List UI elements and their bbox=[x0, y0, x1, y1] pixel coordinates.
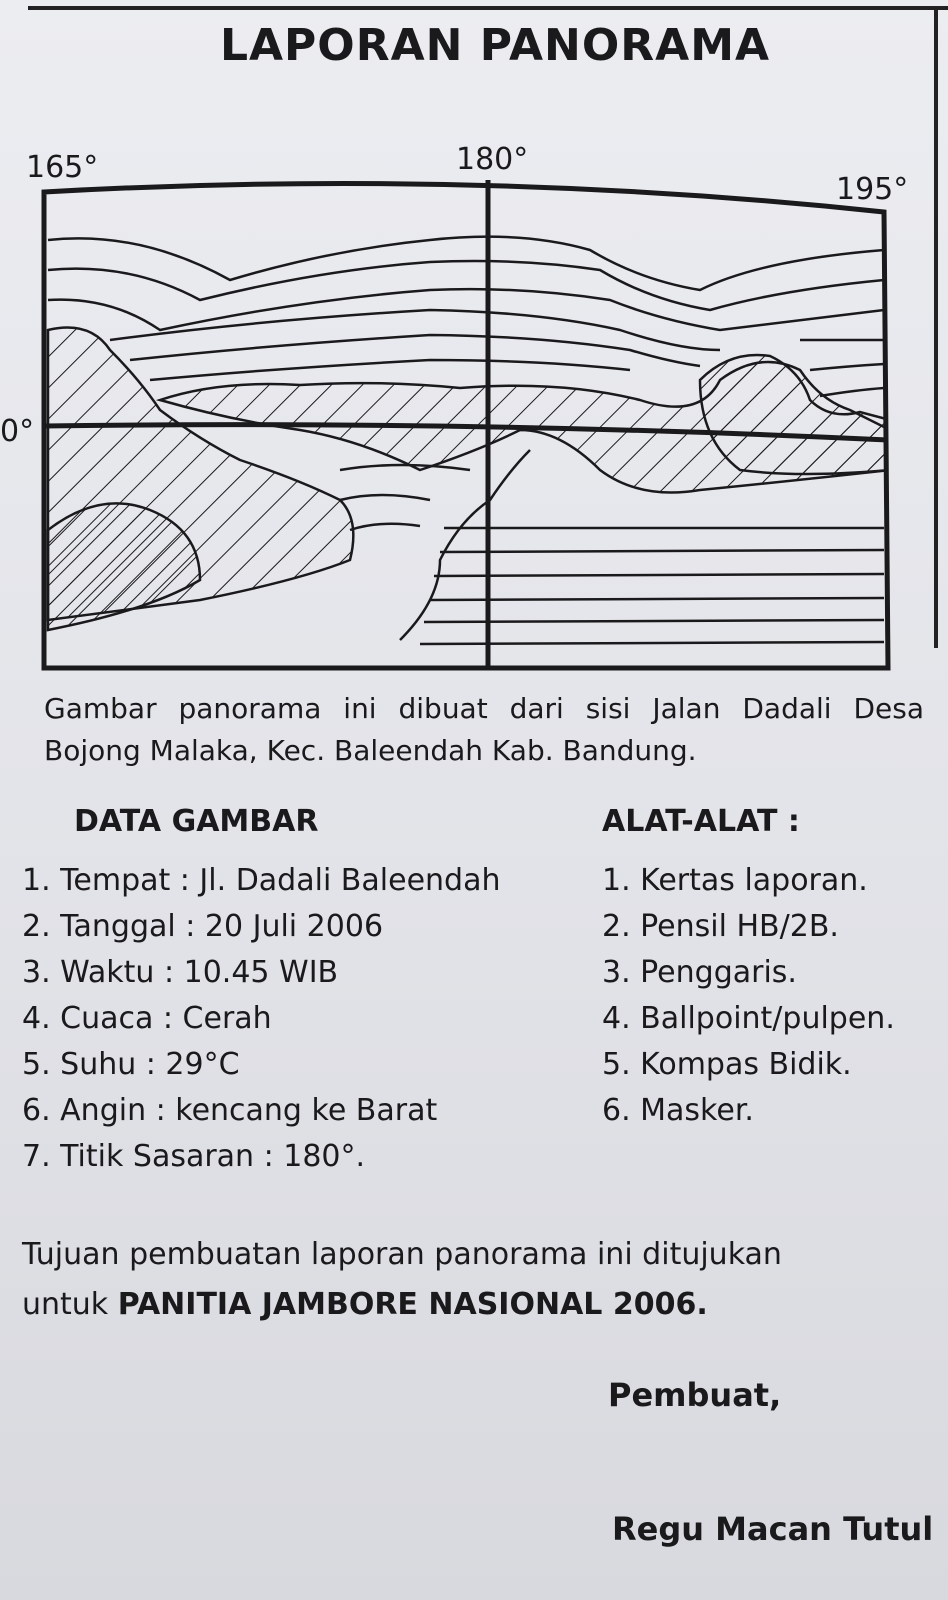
list-item: 6. Masker. bbox=[602, 1093, 754, 1128]
purpose-paragraph bbox=[22, 1230, 922, 1330]
panorama-caption: Gambar panorama ini dibuat dari sisi Jalan Dadali Desa Bojong Malaka, Kec. Baleendah Kab. Bandung. bbox=[44, 692, 924, 767]
signature-label: Pembuat, bbox=[608, 1376, 782, 1414]
list-item: 2. Pensil HB/2B. bbox=[602, 909, 839, 944]
data-gambar-list bbox=[22, 858, 500, 1180]
list-item: 7. Titik Sasaran : 180°. bbox=[22, 1139, 366, 1174]
list-item: 4. Cuaca : Cerah bbox=[22, 1001, 272, 1036]
list-item: 1. Kertas laporan. bbox=[602, 863, 868, 898]
list-item: 6. Angin : kencang ke Barat bbox=[22, 1093, 438, 1128]
purpose-line-2 bbox=[22, 1280, 922, 1330]
list-item: 5. Kompas Bidik. bbox=[602, 1047, 852, 1082]
panorama-sketch bbox=[0, 0, 948, 690]
degree-label-center: 180° bbox=[456, 142, 529, 177]
purpose-prefix: untuk bbox=[22, 1287, 118, 1322]
road bbox=[400, 450, 530, 640]
degree-label-right: 195° bbox=[836, 172, 909, 207]
degree-label-horizon: 0° bbox=[0, 414, 35, 449]
alat-alat-list bbox=[602, 858, 895, 1134]
list-item: 1. Tempat : Jl. Dadali Baleendah bbox=[22, 863, 501, 898]
list-item: 2. Tanggal : 20 Juli 2006 bbox=[22, 909, 384, 944]
list-item: 5. Suhu : 29°C bbox=[22, 1047, 240, 1082]
alat-alat-heading: ALAT-ALAT : bbox=[602, 804, 800, 839]
signature-name: Regu Macan Tutul bbox=[612, 1510, 934, 1548]
list-item: 4. Ballpoint/pulpen. bbox=[602, 1001, 895, 1036]
degree-label-left: 165° bbox=[26, 150, 99, 185]
purpose-line-1: Tujuan pembuatan laporan panorama ini ditujukan bbox=[22, 1237, 782, 1272]
purpose-recipient: PANITIA JAMBORE NASIONAL 2006. bbox=[117, 1287, 708, 1322]
hatched-hill-right bbox=[700, 355, 890, 474]
list-item: 3. Waktu : 10.45 WIB bbox=[22, 955, 339, 990]
data-gambar-heading: DATA GAMBAR bbox=[74, 804, 319, 839]
page-title: LAPORAN PANORAMA bbox=[219, 20, 771, 71]
list-item: 3. Penggaris. bbox=[602, 955, 797, 990]
